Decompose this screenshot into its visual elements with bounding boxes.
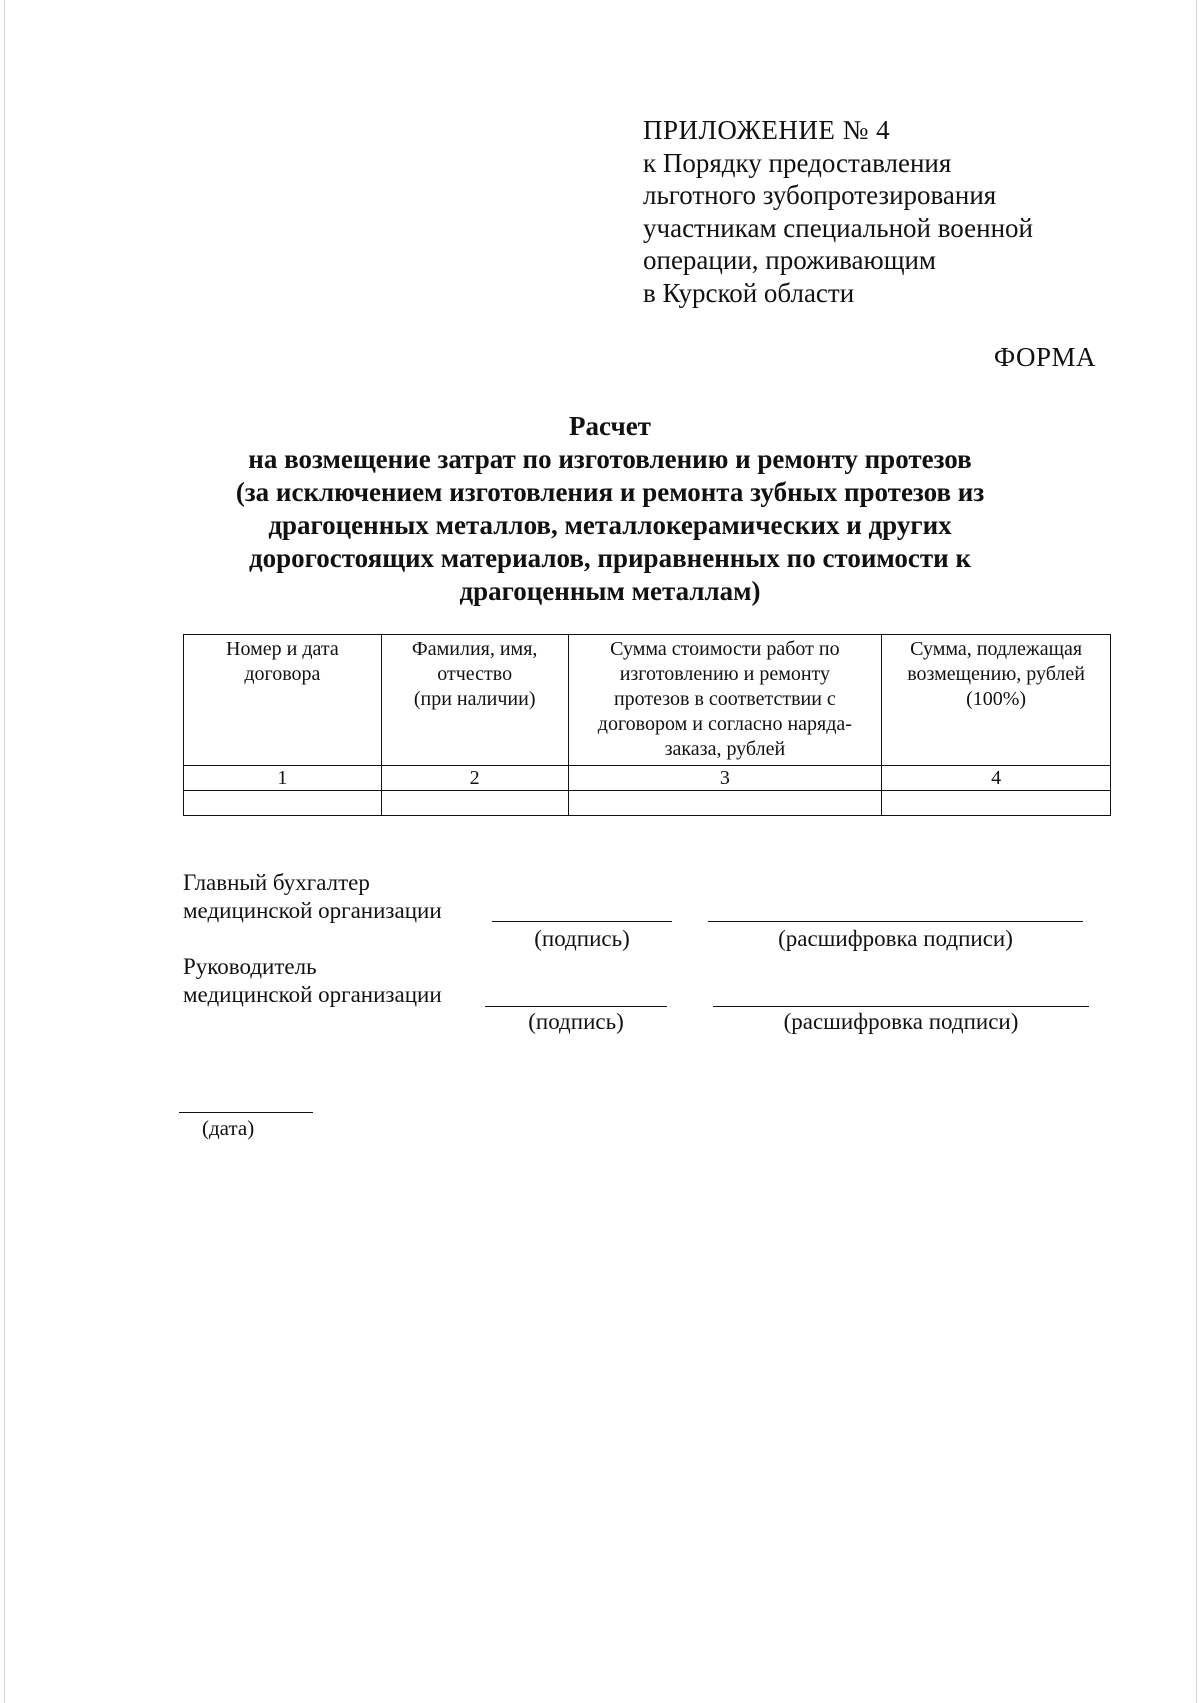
- head-signature-line: [485, 1006, 667, 1007]
- empty-data-row: [184, 791, 1111, 816]
- head-label: [183, 953, 442, 1009]
- header-text: возмещению, рублей: [907, 663, 1085, 685]
- header-text: заказа, рублей: [664, 738, 786, 760]
- annex-line: льготного зубопротезирования: [643, 180, 997, 210]
- header-text: (при наличии): [413, 688, 536, 710]
- annex-line: в Курской области: [643, 277, 855, 308]
- empty-cell: [184, 791, 382, 816]
- date-line: [179, 1112, 313, 1113]
- title-line: дорогостоящих материалов, приравненных по стоимости к: [248, 543, 972, 573]
- head-label-line: медицинской организации: [183, 982, 442, 1007]
- empty-cell: [381, 791, 568, 816]
- document-title: [160, 410, 1060, 608]
- head-label-line: Руководитель: [183, 954, 317, 979]
- accountant-decoding-caption: (расшифровка подписи): [778, 926, 1013, 951]
- accountant-label-line: Главный бухгалтер: [183, 870, 370, 895]
- header-text: изготовлению и ремонту: [619, 663, 831, 685]
- header-text: протезов в соответствии с: [613, 688, 836, 710]
- header-text: договора: [244, 663, 321, 685]
- accountant-signature-caption: (подпись): [534, 926, 630, 951]
- header-text: Сумма, подлежащая: [910, 638, 1083, 660]
- scan-edge-left: [4, 0, 5, 1703]
- column-number: 2: [381, 766, 568, 791]
- accountant-label-line: медицинской организации: [183, 898, 442, 923]
- annex-line: участникам специальной военной: [643, 212, 1033, 243]
- title-line: на возмещение затрат по изготовлению и ремонту протезов: [248, 444, 972, 474]
- date-caption: (дата): [202, 1116, 255, 1140]
- header-text: отчество: [437, 663, 513, 685]
- accountant-label: [183, 869, 442, 925]
- annex-title: ПРИЛОЖЕНИЕ № 4: [643, 115, 891, 145]
- annex-block: [643, 114, 1033, 309]
- head-decoding-caption: (расшифровка подписи): [783, 1009, 1019, 1034]
- head-signature-caption: (подпись): [528, 1009, 624, 1034]
- header-text: (100%): [966, 688, 1027, 710]
- header-reimbursement: [882, 635, 1111, 766]
- head-decoding-line: [713, 1006, 1089, 1007]
- annex-line: операции, проживающим: [643, 245, 937, 275]
- calculation-table: [183, 634, 1111, 816]
- header-contract: [184, 635, 382, 766]
- column-number: 3: [568, 766, 882, 791]
- header-text: Сумма стоимости работ по: [610, 638, 840, 660]
- column-number-row: [184, 766, 1111, 791]
- accountant-signature-line: [492, 921, 672, 922]
- header-text: Фамилия, имя,: [411, 638, 538, 660]
- column-number: 1: [184, 766, 382, 791]
- scan-edge-right: [1196, 0, 1197, 1703]
- accountant-decoding-line: [708, 921, 1083, 922]
- title-line: (за исключением изготовления и ремонта зубных протезов из: [235, 477, 985, 507]
- table-header-row: [184, 635, 1111, 766]
- title-line: драгоценных металлов, металлокерамических и других: [268, 510, 952, 540]
- header-text: договором и согласно наряда-: [597, 713, 852, 735]
- empty-cell: [882, 791, 1111, 816]
- column-number: 4: [882, 766, 1111, 791]
- title-line: Расчет: [569, 411, 651, 441]
- form-label: ФОРМА: [993, 342, 1096, 372]
- header-work-cost: [568, 635, 882, 766]
- annex-line: к Порядку предоставления: [643, 147, 952, 178]
- header-text: Номер и дата: [226, 638, 339, 660]
- header-full-name: [381, 635, 568, 766]
- empty-cell: [568, 791, 882, 816]
- title-line: драгоценным металлам): [459, 576, 761, 606]
